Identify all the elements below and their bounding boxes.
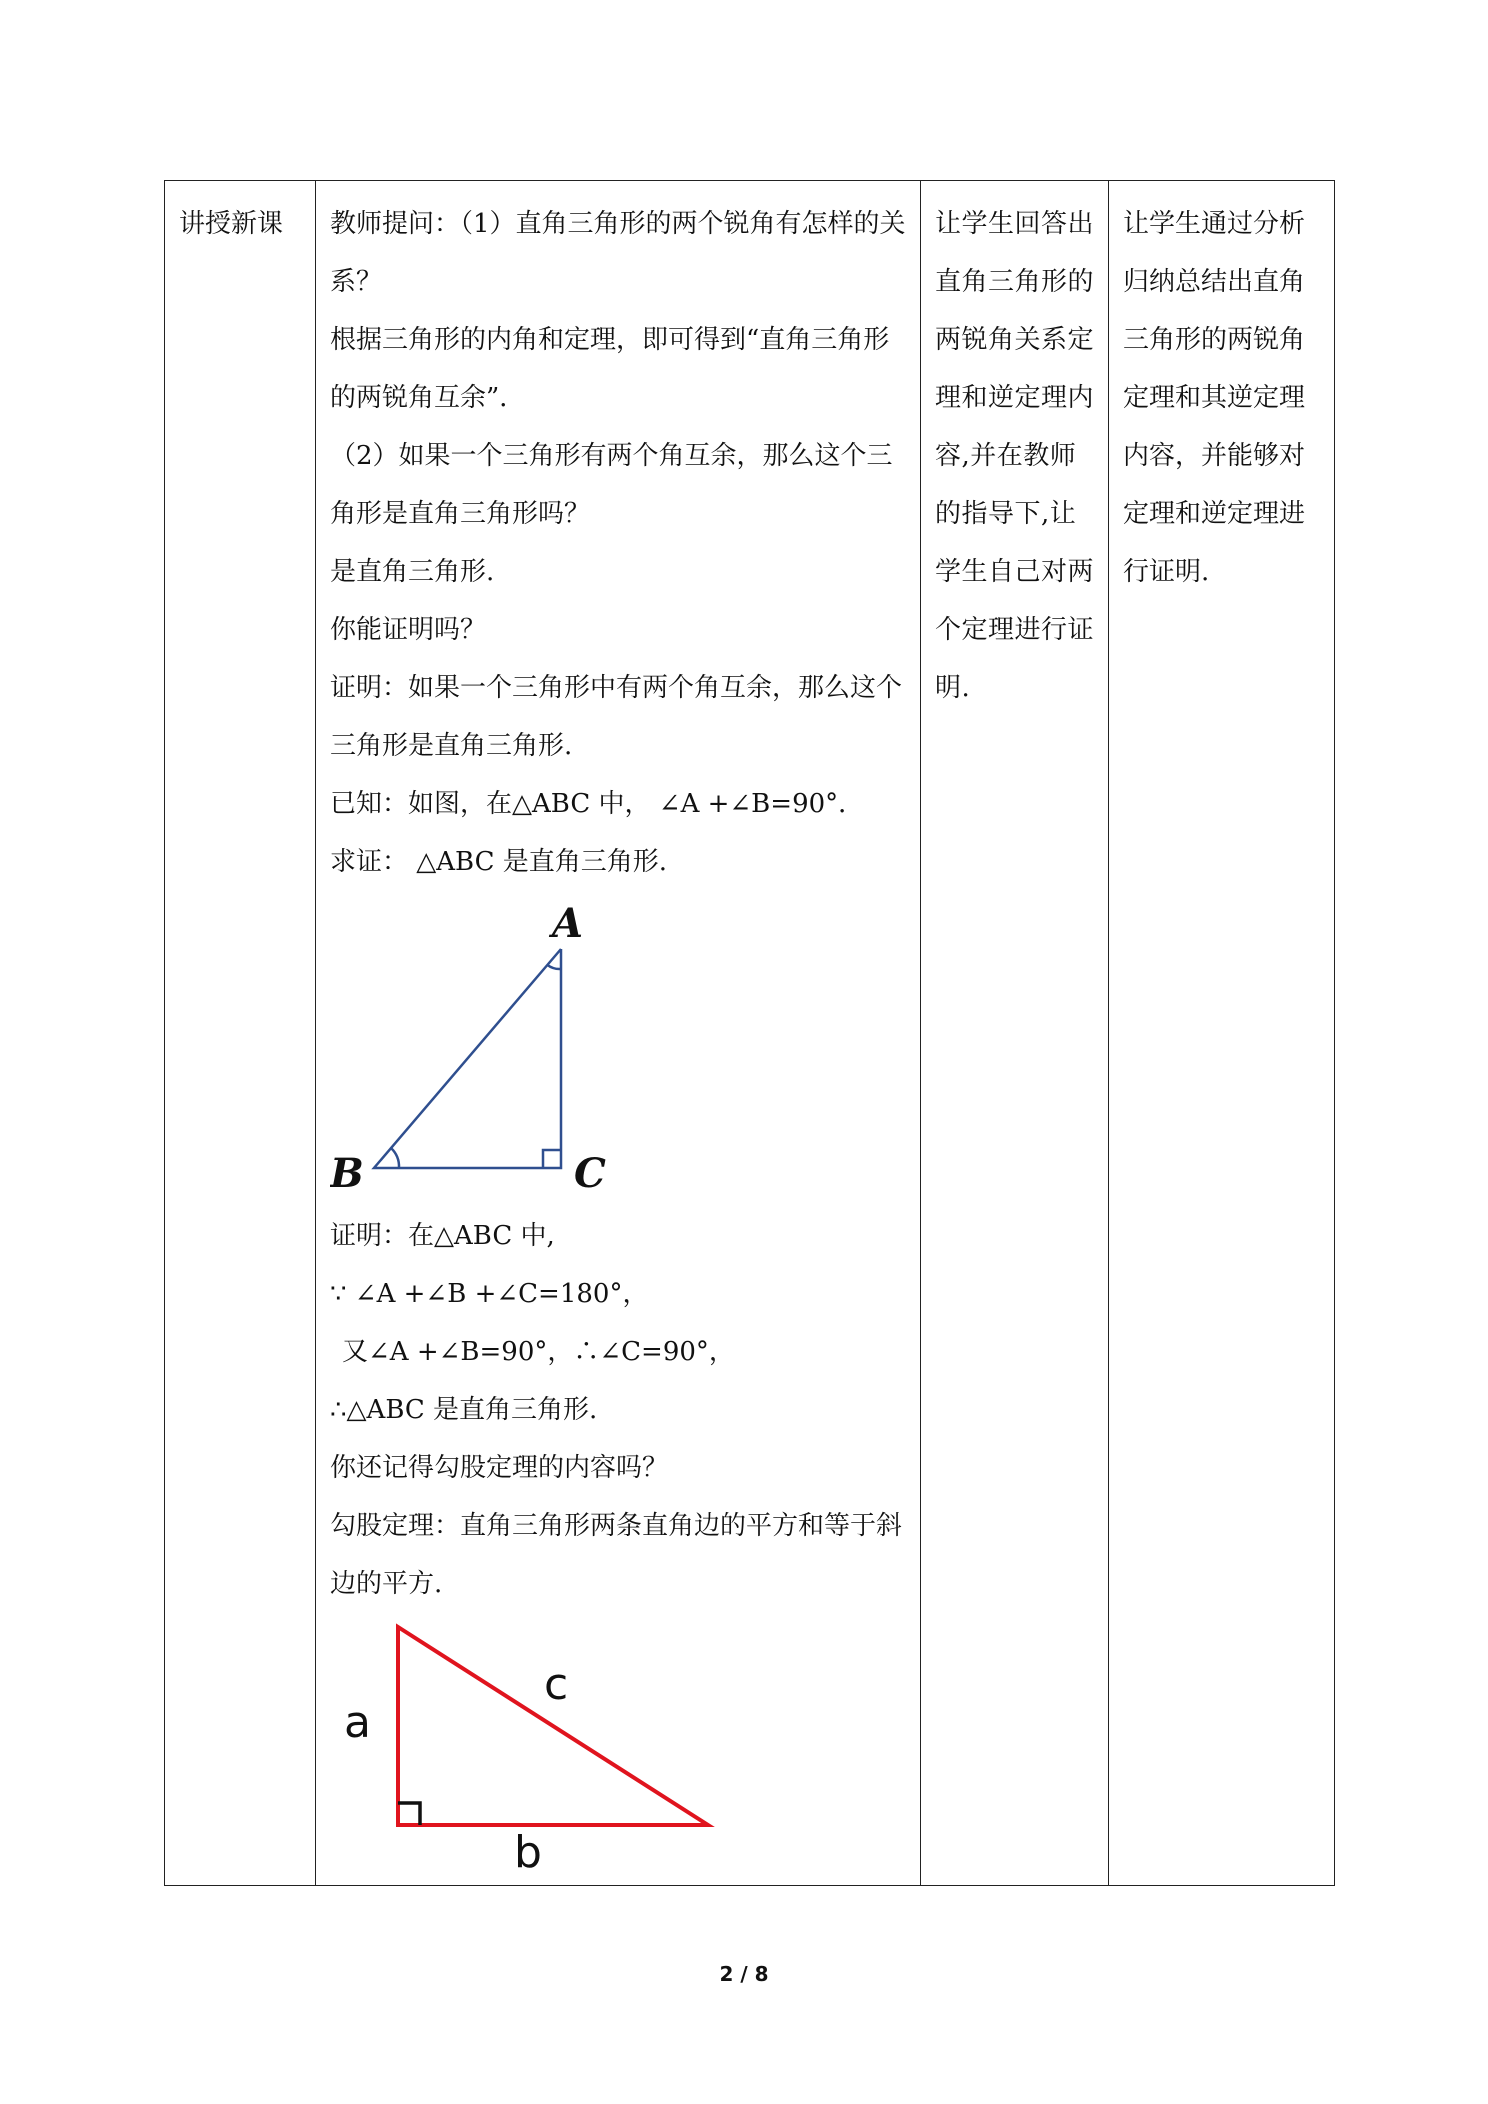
section-label: 讲授新课 — [179, 209, 284, 239]
right-angle-mark — [398, 1803, 420, 1825]
triangle-abc-outline — [374, 949, 561, 1168]
given-text: 已知：如图，在△ABC 中， ∠A +∠B=90°． — [330, 789, 865, 819]
side-label-a: a — [344, 1697, 371, 1748]
triangle-abc-shape — [374, 949, 561, 1168]
page-number: 2 / 8 — [719, 1962, 769, 1986]
angle-arc-a — [548, 965, 562, 969]
pythagoras-figure — [330, 1613, 906, 1873]
vertex-label-a: A — [552, 900, 584, 947]
answer-text: 是直角三角形. — [330, 557, 495, 587]
question-2: （2）如果一个三角形有两个角互余，那么这个三角形是直角三角形吗？ — [330, 441, 893, 529]
vertex-label-c: C — [574, 1150, 606, 1197]
table-row — [165, 181, 1335, 1886]
lesson-table — [164, 180, 1335, 1886]
proof-line-2: ∵ ∠A +∠B +∠C=180°， — [330, 1279, 649, 1309]
triangle-abc-figure — [330, 891, 906, 1207]
section-cell — [165, 181, 316, 1886]
teacher-content-cell — [316, 181, 921, 1886]
pythagoras-question: 你还记得勾股定理的内容吗？ — [330, 1453, 669, 1483]
student-activity-cell — [921, 181, 1109, 1886]
right-triangle-shape — [398, 1627, 708, 1825]
to-prove-text: 求证： △ABC 是直角三角形. — [330, 847, 668, 877]
vertex-label-b: B — [330, 1150, 364, 1197]
prompt-prove: 你能证明吗？ — [330, 615, 487, 645]
pythagoras-theorem: 勾股定理：直角三角形两条直角边的平方和等于斜边的平方. — [330, 1511, 903, 1599]
theorem-statement: 根据三角形的内角和定理，即可得到“直角三角形的两锐角互余”． — [330, 325, 890, 413]
proof-line-3: 又∠A +∠B=90°，∴∠C=90°， — [342, 1337, 735, 1367]
proof-line-4: ∴△ABC 是直角三角形. — [330, 1395, 598, 1425]
student-activity-text: 让学生回答出直角三角形的两锐角关系定理和逆定理内容,并在教师的指导下,让学生自己对两个定理进行证明. — [935, 209, 1095, 703]
side-label-c: c — [544, 1659, 569, 1710]
converse-statement: 证明：如果一个三角形中有两个角互余，那么这个三角形是直角三角形. — [330, 673, 903, 761]
side-label-b: b — [514, 1827, 542, 1873]
right-triangle-outline — [398, 1627, 708, 1825]
right-angle-mark-c — [543, 1150, 561, 1168]
design-intent-cell — [1109, 181, 1335, 1886]
question-1: 教师提问：（1）直角三角形的两个锐角有怎样的关系？ — [330, 209, 906, 297]
proof-line-1: 证明：在△ABC 中, — [330, 1221, 555, 1251]
design-intent-text: 让学生通过分析归纳总结出直角三角形的两锐角定理和其逆定理内容，并能够对定理和逆定理进行证明. — [1123, 209, 1306, 587]
angle-arc-b — [391, 1148, 399, 1168]
